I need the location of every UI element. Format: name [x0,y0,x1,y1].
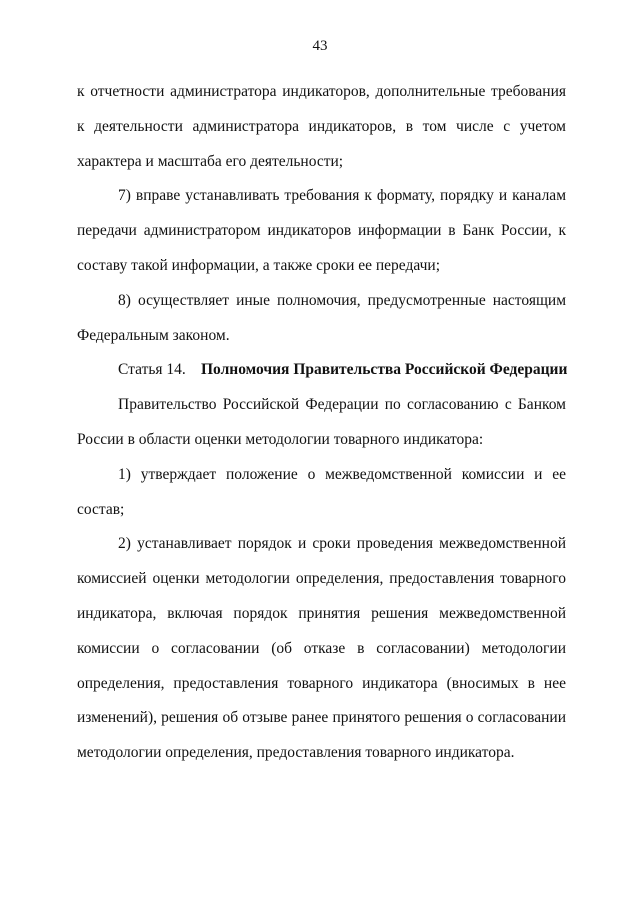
paragraph-item-1: 1) утверждает положение о межведомственной комиссии и ее состав; [77,465,566,518]
article-number: Статья 14. [118,361,186,379]
page-number: 43 [312,38,328,54]
paragraph-item-2: 2) устанавливает порядок и сроки проведения межведомственной комиссией оценки методологии определения, предоставления товарного индикатора, включая порядок принятия решения межведомственной комиссии о согласовании (об отказе в согласовании) методологии определения, предоставления товарного индикатора (вносимых в нее изменений), решения об отзыве ранее принятого решения о согласовании методологии определения, предоставления товарного индикатора. [77,535,566,762]
paragraph-item-7: 7) вправе устанавливать требования к формату, порядку и каналам передачи администратором индикаторов информации в Банк России, к составу такой информации, а также сроки ее передачи; [77,187,566,274]
article-title: Полномочия Правительства Российской Федерации [201,361,568,379]
document-body [77,75,566,771]
paragraph-article-intro: Правительство Российской Федерации по согласованию с Банком России в области оценки методологии товарного индикатора: [77,396,566,448]
paragraph-continuation: к отчетности администратора индикаторов, дополнительные требования к деятельности администратора индикаторов, в том числе с учетом характера и масштаба его деятельности; [77,83,566,170]
paragraph-item-8: 8) осуществляет иные полномочия, предусмотренные настоящим Федеральным законом. [77,291,566,344]
article-heading [77,353,566,388]
